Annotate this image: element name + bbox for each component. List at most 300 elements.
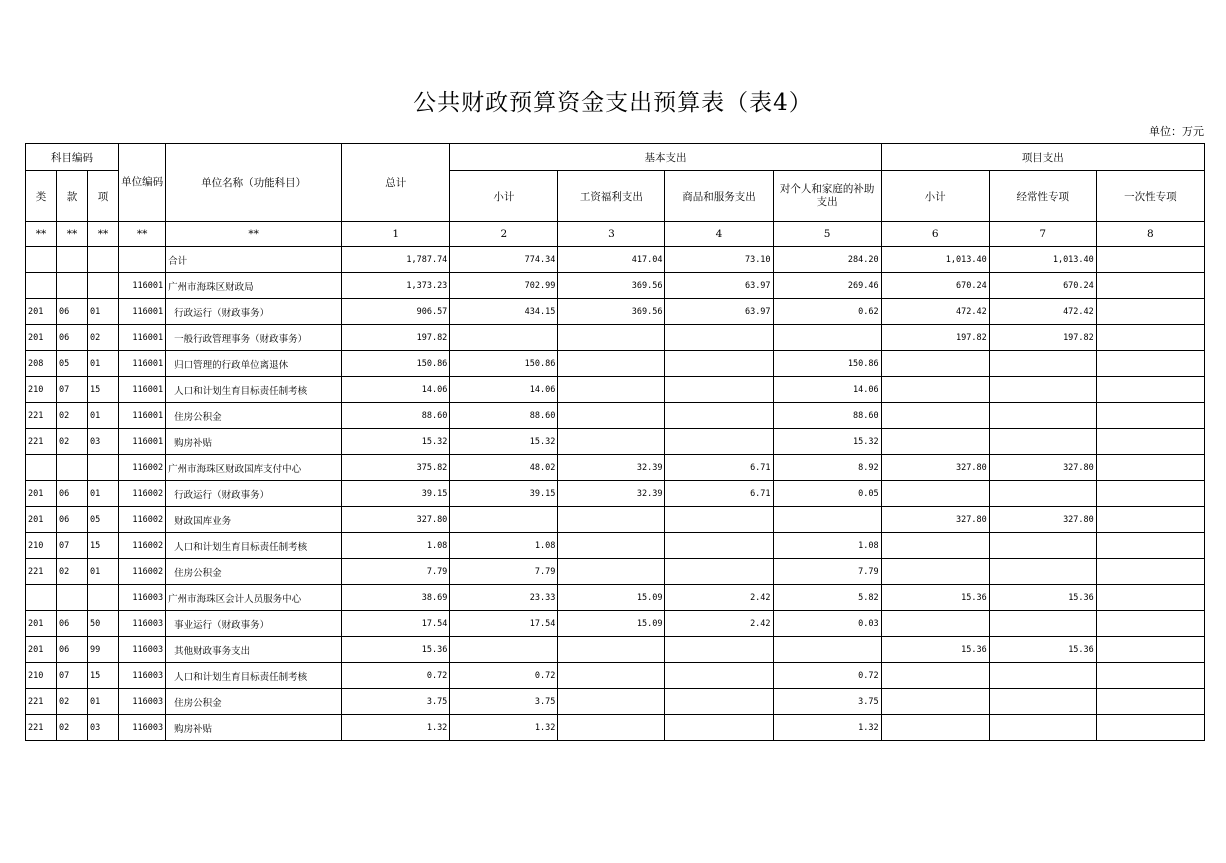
cell-project-subtotal <box>881 559 989 585</box>
cell-regular: 670.24 <box>989 273 1096 299</box>
cell-xiang: 15 <box>88 663 119 689</box>
cell-personal: 269.46 <box>773 273 881 299</box>
index-cell: ** <box>166 222 342 247</box>
index-cell: ** <box>57 222 88 247</box>
cell-kuan <box>57 273 88 299</box>
cell-basic-subtotal: 1.08 <box>450 533 558 559</box>
header-total: 总计 <box>342 144 450 222</box>
cell-salary <box>558 429 665 455</box>
table-row <box>26 273 1205 299</box>
header-project-subtotal: 小计 <box>881 171 989 222</box>
index-cell: ** <box>119 222 166 247</box>
cell-total: 17.54 <box>342 611 450 637</box>
cell-goods <box>665 637 773 663</box>
cell-onetime <box>1096 429 1204 455</box>
cell-basic-subtotal: 150.86 <box>450 351 558 377</box>
cell-unit-name: 行政运行（财政事务） <box>166 299 342 325</box>
index-cell: ** <box>26 222 57 247</box>
cell-onetime <box>1096 247 1204 273</box>
cell-total: 3.75 <box>342 689 450 715</box>
cell-personal: 1.32 <box>773 715 881 741</box>
cell-total: 1,787.74 <box>342 247 450 273</box>
cell-unit-code: 116002 <box>119 481 166 507</box>
cell-unit-code: 116001 <box>119 273 166 299</box>
cell-personal <box>773 507 881 533</box>
cell-basic-subtotal: 48.02 <box>450 455 558 481</box>
cell-project-subtotal <box>881 715 989 741</box>
table-row <box>26 377 1205 403</box>
cell-unit-code: 116002 <box>119 533 166 559</box>
cell-personal: 0.72 <box>773 663 881 689</box>
cell-goods <box>665 559 773 585</box>
cell-goods <box>665 715 773 741</box>
cell-regular: 197.82 <box>989 325 1096 351</box>
cell-xiang: 01 <box>88 351 119 377</box>
cell-regular <box>989 715 1096 741</box>
cell-salary: 369.56 <box>558 273 665 299</box>
cell-total: 38.69 <box>342 585 450 611</box>
cell-goods <box>665 533 773 559</box>
cell-total: 197.82 <box>342 325 450 351</box>
cell-goods: 2.42 <box>665 585 773 611</box>
cell-project-subtotal <box>881 533 989 559</box>
index-cell: ** <box>88 222 119 247</box>
cell-unit-code: 116003 <box>119 663 166 689</box>
cell-goods <box>665 351 773 377</box>
cell-total: 150.86 <box>342 351 450 377</box>
cell-basic-subtotal: 434.15 <box>450 299 558 325</box>
cell-kuan: 02 <box>57 689 88 715</box>
table-body <box>26 247 1205 741</box>
budget-table <box>25 143 1205 741</box>
cell-onetime <box>1096 273 1204 299</box>
cell-project-subtotal: 197.82 <box>881 325 989 351</box>
cell-salary: 417.04 <box>558 247 665 273</box>
cell-unit-name: 购房补贴 <box>166 715 342 741</box>
cell-personal: 284.20 <box>773 247 881 273</box>
cell-regular <box>989 611 1096 637</box>
cell-regular: 1,013.40 <box>989 247 1096 273</box>
cell-unit-name: 其他财政事务支出 <box>166 637 342 663</box>
cell-regular <box>989 403 1096 429</box>
cell-basic-subtotal: 7.79 <box>450 559 558 585</box>
cell-personal: 1.08 <box>773 533 881 559</box>
cell-xiang: 01 <box>88 481 119 507</box>
cell-project-subtotal: 1,013.40 <box>881 247 989 273</box>
cell-personal: 88.60 <box>773 403 881 429</box>
header-project: 项目支出 <box>881 144 1204 171</box>
cell-goods: 6.71 <box>665 455 773 481</box>
cell-xiang: 50 <box>88 611 119 637</box>
table-row <box>26 247 1205 273</box>
cell-regular <box>989 377 1096 403</box>
table-row <box>26 637 1205 663</box>
cell-unit-code: 116001 <box>119 429 166 455</box>
table-row <box>26 689 1205 715</box>
cell-regular <box>989 533 1096 559</box>
cell-project-subtotal <box>881 403 989 429</box>
cell-onetime <box>1096 481 1204 507</box>
cell-unit-code: 116002 <box>119 559 166 585</box>
cell-lei: 201 <box>26 299 57 325</box>
cell-regular: 472.42 <box>989 299 1096 325</box>
cell-regular: 15.36 <box>989 585 1096 611</box>
cell-basic-subtotal: 39.15 <box>450 481 558 507</box>
cell-project-subtotal: 472.42 <box>881 299 989 325</box>
index-cell: 6 <box>881 222 989 247</box>
header-unit-code: 单位编码 <box>119 144 166 222</box>
cell-onetime <box>1096 299 1204 325</box>
cell-unit-name: 归口管理的行政单位离退休 <box>166 351 342 377</box>
cell-unit-code: 116003 <box>119 585 166 611</box>
cell-basic-subtotal: 15.32 <box>450 429 558 455</box>
cell-goods: 73.10 <box>665 247 773 273</box>
cell-unit-name: 广州市海珠区财政国库支付中心 <box>166 455 342 481</box>
table-row <box>26 481 1205 507</box>
cell-salary: 32.39 <box>558 481 665 507</box>
cell-personal <box>773 325 881 351</box>
cell-basic-subtotal: 702.99 <box>450 273 558 299</box>
cell-basic-subtotal: 774.34 <box>450 247 558 273</box>
cell-onetime <box>1096 403 1204 429</box>
header-basic-subtotal: 小计 <box>450 171 558 222</box>
cell-total: 88.60 <box>342 403 450 429</box>
page-title: 公共财政预算资金支出预算表（表4） <box>413 90 813 116</box>
cell-total: 1.08 <box>342 533 450 559</box>
cell-regular <box>989 429 1096 455</box>
cell-total: 39.15 <box>342 481 450 507</box>
cell-unit-code: 116002 <box>119 507 166 533</box>
cell-project-subtotal <box>881 611 989 637</box>
cell-regular <box>989 481 1096 507</box>
cell-kuan: 07 <box>57 533 88 559</box>
cell-lei <box>26 247 57 273</box>
index-cell: 5 <box>773 222 881 247</box>
cell-basic-subtotal: 14.06 <box>450 377 558 403</box>
cell-regular <box>989 663 1096 689</box>
cell-salary: 15.09 <box>558 611 665 637</box>
cell-xiang: 03 <box>88 429 119 455</box>
cell-personal: 0.03 <box>773 611 881 637</box>
cell-kuan: 06 <box>57 325 88 351</box>
cell-goods <box>665 689 773 715</box>
cell-project-subtotal <box>881 377 989 403</box>
table-row <box>26 455 1205 481</box>
cell-lei: 210 <box>26 663 57 689</box>
table-row <box>26 715 1205 741</box>
cell-unit-code: 116001 <box>119 325 166 351</box>
header-lei: 类 <box>26 171 57 222</box>
cell-onetime <box>1096 715 1204 741</box>
cell-xiang: 01 <box>88 689 119 715</box>
cell-goods <box>665 325 773 351</box>
cell-kuan: 05 <box>57 351 88 377</box>
cell-total: 14.06 <box>342 377 450 403</box>
cell-lei: 201 <box>26 507 57 533</box>
cell-kuan: 02 <box>57 715 88 741</box>
cell-unit-code: 116002 <box>119 455 166 481</box>
cell-unit-name: 人口和计划生育目标责任制考核 <box>166 533 342 559</box>
cell-personal: 0.05 <box>773 481 881 507</box>
cell-basic-subtotal <box>450 325 558 351</box>
cell-personal: 3.75 <box>773 689 881 715</box>
cell-project-subtotal <box>881 351 989 377</box>
cell-lei <box>26 273 57 299</box>
cell-xiang: 01 <box>88 299 119 325</box>
cell-onetime <box>1096 663 1204 689</box>
cell-xiang: 02 <box>88 325 119 351</box>
index-cell: 4 <box>665 222 773 247</box>
cell-personal: 15.32 <box>773 429 881 455</box>
cell-kuan: 07 <box>57 377 88 403</box>
cell-goods: 6.71 <box>665 481 773 507</box>
cell-kuan: 02 <box>57 429 88 455</box>
cell-kuan: 02 <box>57 559 88 585</box>
cell-total: 15.32 <box>342 429 450 455</box>
cell-xiang <box>88 247 119 273</box>
cell-project-subtotal <box>881 429 989 455</box>
cell-total: 1,373.23 <box>342 273 450 299</box>
cell-salary <box>558 403 665 429</box>
cell-goods: 2.42 <box>665 611 773 637</box>
cell-kuan: 02 <box>57 403 88 429</box>
cell-personal <box>773 637 881 663</box>
table-row <box>26 351 1205 377</box>
cell-salary <box>558 507 665 533</box>
cell-salary: 32.39 <box>558 455 665 481</box>
cell-project-subtotal: 15.36 <box>881 585 989 611</box>
cell-unit-name: 购房补贴 <box>166 429 342 455</box>
header-personal: 对个人和家庭的补助支出 <box>773 171 881 222</box>
cell-lei: 201 <box>26 637 57 663</box>
table-row <box>26 429 1205 455</box>
table-row <box>26 507 1205 533</box>
cell-xiang <box>88 273 119 299</box>
cell-regular <box>989 559 1096 585</box>
cell-total: 7.79 <box>342 559 450 585</box>
cell-basic-subtotal <box>450 507 558 533</box>
cell-personal: 5.82 <box>773 585 881 611</box>
cell-salary <box>558 689 665 715</box>
cell-lei: 221 <box>26 559 57 585</box>
cell-unit-code: 116001 <box>119 299 166 325</box>
cell-salary <box>558 351 665 377</box>
cell-unit-name: 广州市海珠区财政局 <box>166 273 342 299</box>
cell-total: 327.80 <box>342 507 450 533</box>
index-cell: 7 <box>989 222 1096 247</box>
cell-basic-subtotal <box>450 637 558 663</box>
index-cell: 2 <box>450 222 558 247</box>
cell-unit-name: 事业运行（财政事务） <box>166 611 342 637</box>
cell-xiang: 15 <box>88 377 119 403</box>
cell-regular <box>989 351 1096 377</box>
header-onetime: 一次性专项 <box>1096 171 1204 222</box>
cell-unit-code <box>119 247 166 273</box>
cell-project-subtotal: 327.80 <box>881 507 989 533</box>
cell-lei: 221 <box>26 403 57 429</box>
cell-xiang: 03 <box>88 715 119 741</box>
cell-project-subtotal <box>881 481 989 507</box>
cell-goods <box>665 403 773 429</box>
table-row <box>26 533 1205 559</box>
cell-kuan <box>57 455 88 481</box>
cell-salary <box>558 559 665 585</box>
cell-unit-code: 116001 <box>119 351 166 377</box>
cell-goods <box>665 507 773 533</box>
cell-kuan: 06 <box>57 299 88 325</box>
table-row <box>26 611 1205 637</box>
header-xiang: 项 <box>88 171 119 222</box>
index-row <box>26 222 1205 247</box>
cell-kuan <box>57 585 88 611</box>
cell-onetime <box>1096 585 1204 611</box>
cell-unit-code: 116003 <box>119 637 166 663</box>
table-row <box>26 325 1205 351</box>
cell-onetime <box>1096 689 1204 715</box>
cell-salary: 369.56 <box>558 299 665 325</box>
cell-salary: 15.09 <box>558 585 665 611</box>
cell-unit-name: 合计 <box>166 247 342 273</box>
cell-onetime <box>1096 377 1204 403</box>
cell-unit-name: 广州市海珠区会计人员服务中心 <box>166 585 342 611</box>
cell-basic-subtotal: 17.54 <box>450 611 558 637</box>
cell-total: 0.72 <box>342 663 450 689</box>
cell-unit-code: 116003 <box>119 611 166 637</box>
cell-basic-subtotal: 3.75 <box>450 689 558 715</box>
cell-basic-subtotal: 1.32 <box>450 715 558 741</box>
cell-kuan: 06 <box>57 637 88 663</box>
cell-project-subtotal: 327.80 <box>881 455 989 481</box>
cell-unit-name: 住房公积金 <box>166 403 342 429</box>
header-subject-code: 科目编码 <box>26 144 119 171</box>
cell-goods <box>665 663 773 689</box>
header-basic: 基本支出 <box>450 144 881 171</box>
cell-onetime <box>1096 637 1204 663</box>
cell-lei: 201 <box>26 481 57 507</box>
cell-unit-name: 人口和计划生育目标责任制考核 <box>166 663 342 689</box>
cell-lei: 210 <box>26 377 57 403</box>
index-cell: 3 <box>558 222 665 247</box>
cell-salary <box>558 325 665 351</box>
cell-salary <box>558 533 665 559</box>
cell-salary <box>558 663 665 689</box>
cell-basic-subtotal: 23.33 <box>450 585 558 611</box>
cell-onetime <box>1096 611 1204 637</box>
cell-onetime <box>1096 325 1204 351</box>
header-regular: 经常性专项 <box>989 171 1096 222</box>
cell-unit-code: 116001 <box>119 403 166 429</box>
cell-lei: 210 <box>26 533 57 559</box>
cell-regular: 15.36 <box>989 637 1096 663</box>
cell-kuan: 06 <box>57 507 88 533</box>
cell-lei <box>26 585 57 611</box>
cell-personal: 7.79 <box>773 559 881 585</box>
header-unit-name: 单位名称（功能科目） <box>166 144 342 222</box>
cell-salary <box>558 377 665 403</box>
cell-unit-name: 住房公积金 <box>166 559 342 585</box>
cell-lei <box>26 455 57 481</box>
cell-goods <box>665 377 773 403</box>
cell-goods <box>665 429 773 455</box>
cell-personal: 0.62 <box>773 299 881 325</box>
cell-goods: 63.97 <box>665 273 773 299</box>
cell-total: 375.82 <box>342 455 450 481</box>
cell-xiang <box>88 455 119 481</box>
cell-personal: 8.92 <box>773 455 881 481</box>
unit-label: 单位：万元 <box>1149 125 1204 138</box>
cell-lei: 221 <box>26 429 57 455</box>
cell-project-subtotal <box>881 663 989 689</box>
cell-personal: 14.06 <box>773 377 881 403</box>
cell-basic-subtotal: 88.60 <box>450 403 558 429</box>
cell-unit-code: 116003 <box>119 715 166 741</box>
table-row <box>26 663 1205 689</box>
cell-lei: 208 <box>26 351 57 377</box>
cell-total: 15.36 <box>342 637 450 663</box>
cell-total: 1.32 <box>342 715 450 741</box>
cell-lei: 221 <box>26 689 57 715</box>
cell-unit-code: 116001 <box>119 377 166 403</box>
cell-onetime <box>1096 533 1204 559</box>
cell-xiang: 05 <box>88 507 119 533</box>
cell-basic-subtotal: 0.72 <box>450 663 558 689</box>
cell-project-subtotal: 15.36 <box>881 637 989 663</box>
cell-regular: 327.80 <box>989 507 1096 533</box>
cell-regular: 327.80 <box>989 455 1096 481</box>
cell-kuan <box>57 247 88 273</box>
cell-kuan: 07 <box>57 663 88 689</box>
cell-kuan: 06 <box>57 611 88 637</box>
cell-total: 906.57 <box>342 299 450 325</box>
index-cell: 1 <box>342 222 450 247</box>
cell-project-subtotal <box>881 689 989 715</box>
cell-lei: 201 <box>26 325 57 351</box>
cell-salary <box>558 637 665 663</box>
cell-kuan: 06 <box>57 481 88 507</box>
cell-personal: 150.86 <box>773 351 881 377</box>
cell-unit-name: 行政运行（财政事务） <box>166 481 342 507</box>
cell-unit-name: 一般行政管理事务（财政事务） <box>166 325 342 351</box>
cell-xiang <box>88 585 119 611</box>
cell-xiang: 01 <box>88 559 119 585</box>
cell-unit-name: 人口和计划生育目标责任制考核 <box>166 377 342 403</box>
cell-project-subtotal: 670.24 <box>881 273 989 299</box>
table-row <box>26 585 1205 611</box>
cell-onetime <box>1096 455 1204 481</box>
cell-xiang: 99 <box>88 637 119 663</box>
cell-goods: 63.97 <box>665 299 773 325</box>
index-cell: 8 <box>1096 222 1204 247</box>
cell-xiang: 01 <box>88 403 119 429</box>
header-salary: 工资福利支出 <box>558 171 665 222</box>
cell-xiang: 15 <box>88 533 119 559</box>
cell-unit-name: 财政国库业务 <box>166 507 342 533</box>
cell-unit-code: 116003 <box>119 689 166 715</box>
table-row <box>26 299 1205 325</box>
cell-unit-name: 住房公积金 <box>166 689 342 715</box>
cell-salary <box>558 715 665 741</box>
cell-onetime <box>1096 507 1204 533</box>
table-row <box>26 403 1205 429</box>
header-kuan: 款 <box>57 171 88 222</box>
cell-regular <box>989 689 1096 715</box>
cell-onetime <box>1096 351 1204 377</box>
cell-lei: 201 <box>26 611 57 637</box>
cell-onetime <box>1096 559 1204 585</box>
header-goods: 商品和服务支出 <box>665 171 773 222</box>
table-row <box>26 559 1205 585</box>
cell-lei: 221 <box>26 715 57 741</box>
